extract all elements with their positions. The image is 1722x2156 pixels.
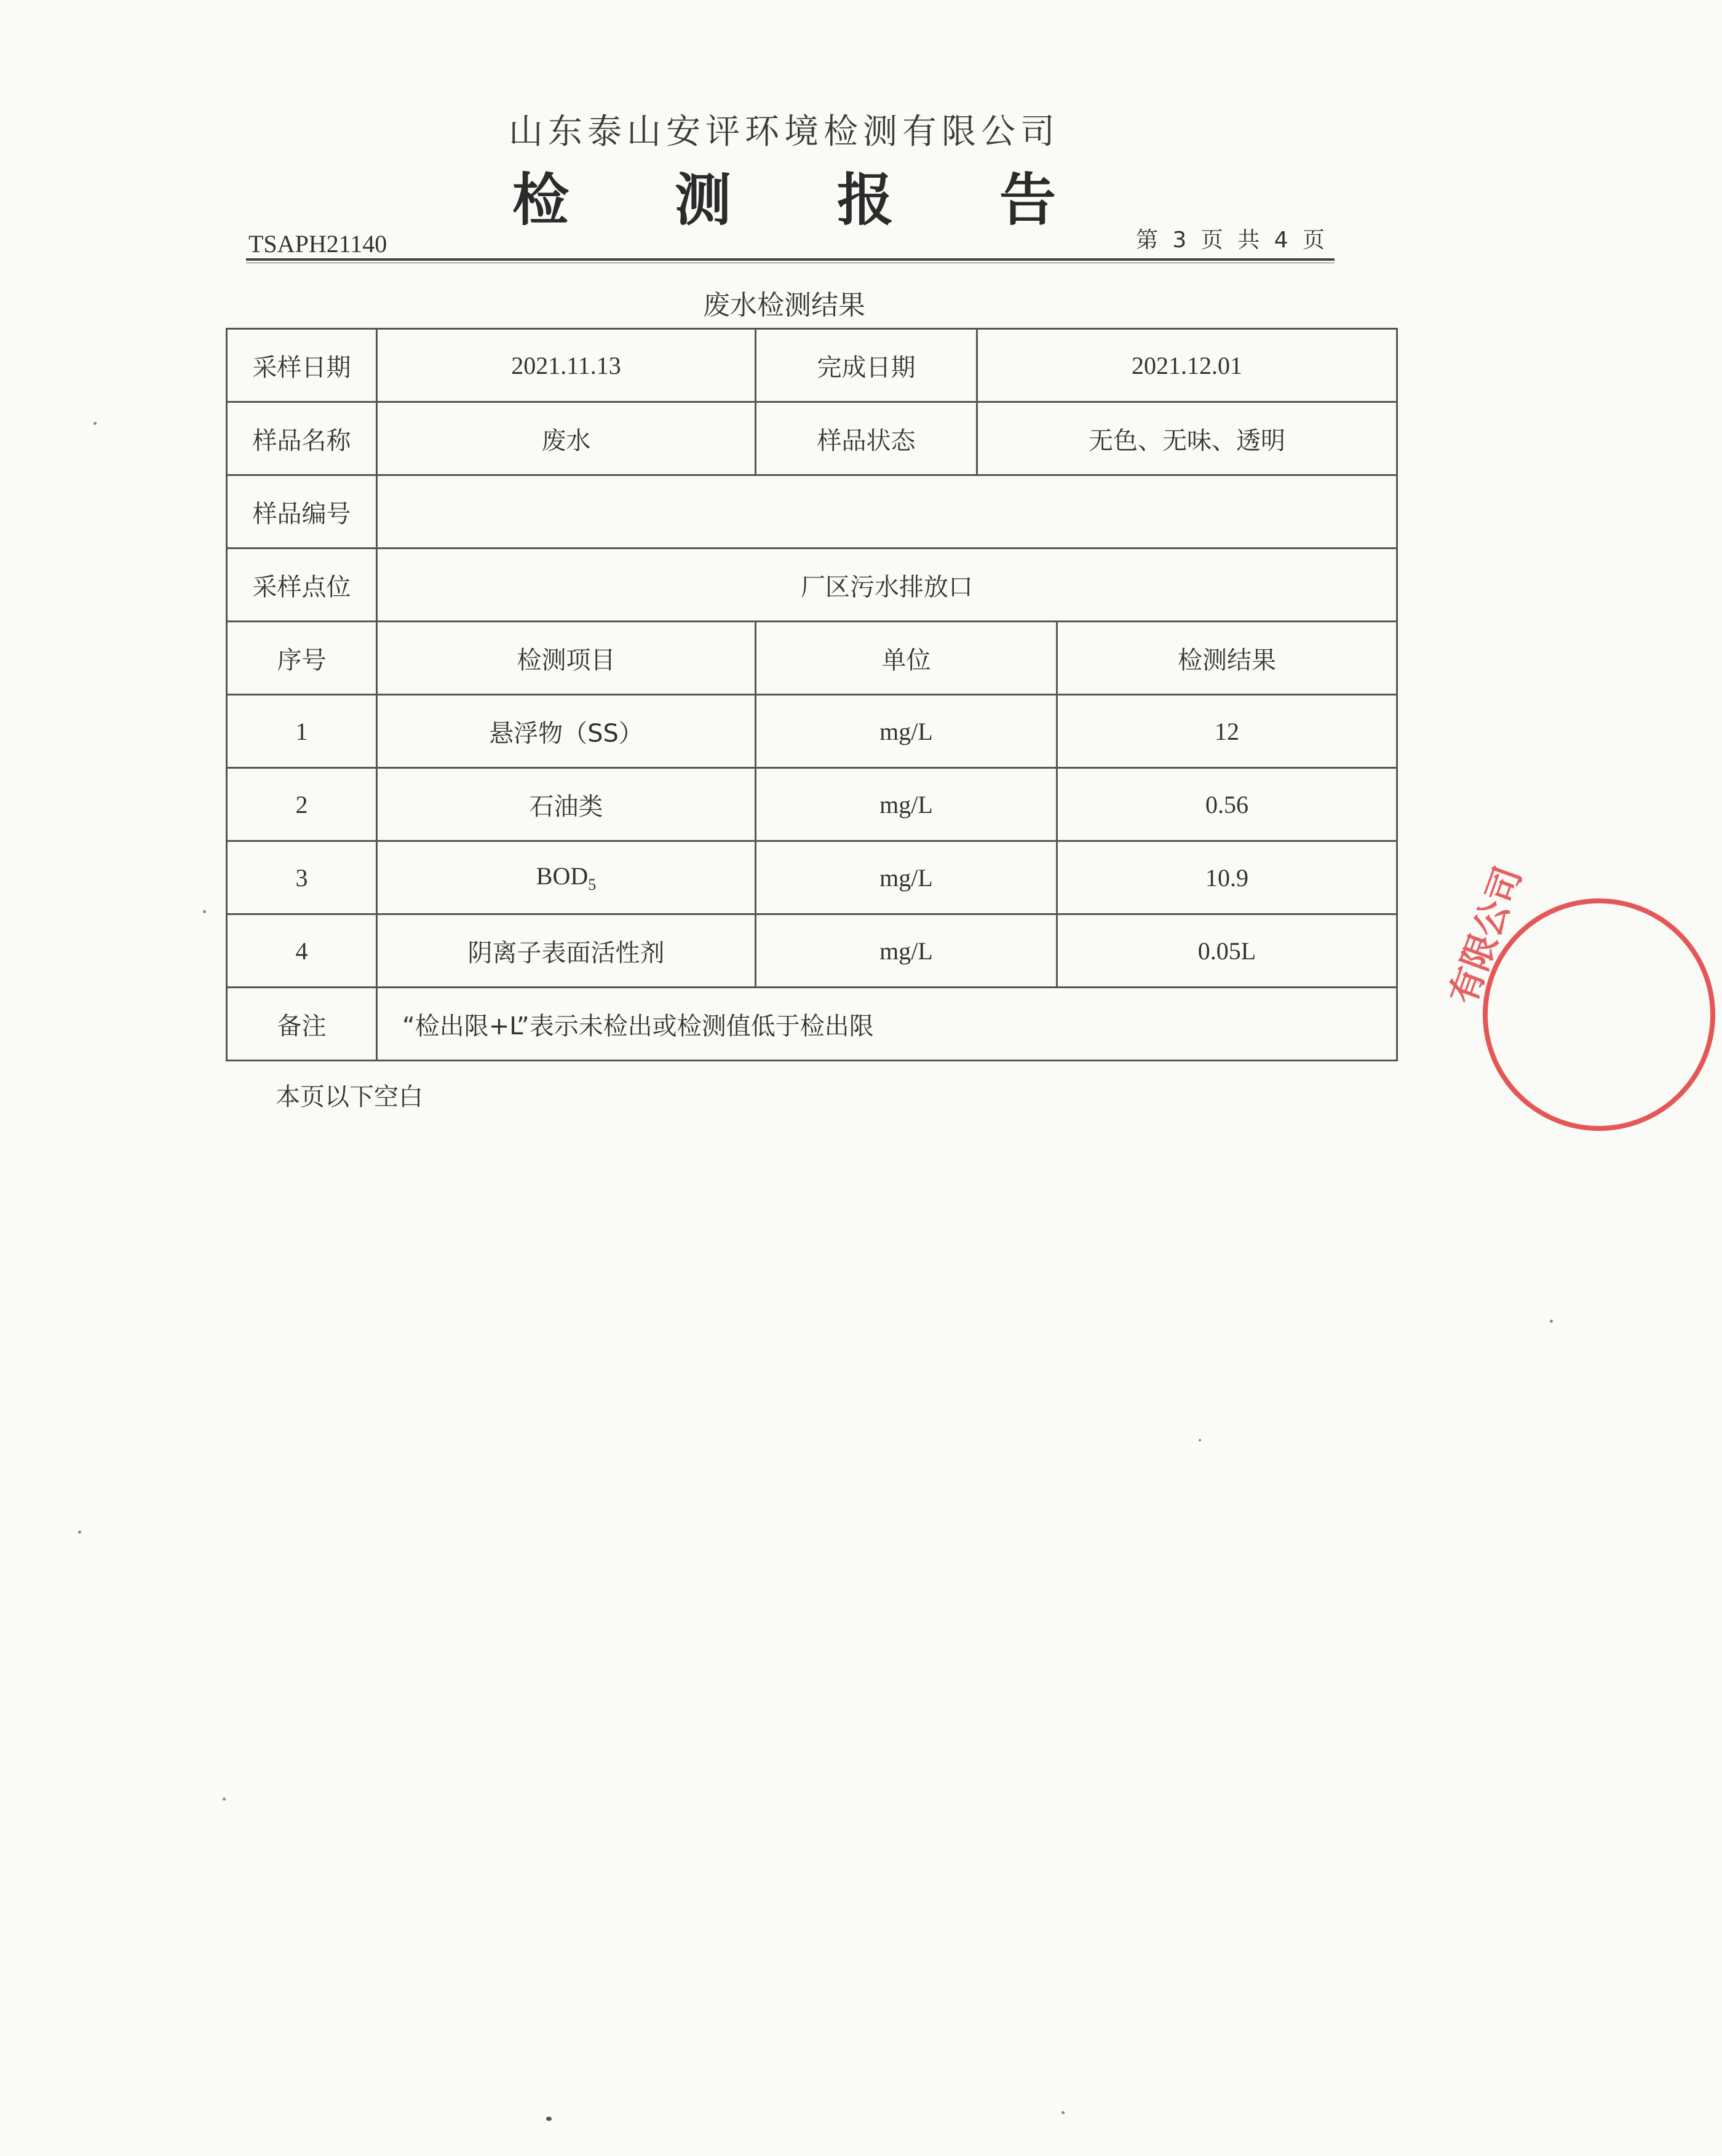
result-table [226, 328, 1398, 1061]
remark-label: 备注 [227, 988, 377, 1061]
row-item-main: BOD [536, 862, 589, 890]
row-result: 0.05L [1057, 914, 1397, 988]
report-title: 检 测 报 告 [512, 167, 1100, 233]
column-header-unit: 单位 [756, 622, 1057, 695]
row-unit: mg/L [756, 841, 1057, 914]
company-seal-stamp [1441, 861, 1722, 1138]
row-no: 3 [227, 841, 377, 914]
row-item: 悬浮物（SS） [377, 695, 756, 768]
remark-text: “检出限+L”表示未检出或检测值低于检出限 [377, 988, 1397, 1061]
company-name: 山东泰山安评环境检测有限公司 [509, 112, 1060, 152]
scan-speck [1550, 1320, 1553, 1323]
info-row-sample-no [227, 475, 1397, 549]
row-no: 2 [227, 768, 377, 841]
info-row-sample [227, 402, 1397, 475]
sample-state-label: 样品状态 [756, 402, 977, 475]
sampling-date-value: 2021.11.13 [377, 329, 756, 402]
row-unit: mg/L [756, 768, 1057, 841]
scan-speck [93, 422, 97, 425]
info-row-point [227, 549, 1397, 622]
sampling-point-value: 厂区污水排放口 [377, 549, 1397, 622]
sampling-point-label: 采样点位 [227, 549, 377, 622]
page-indicator: 第 3 页 共 4 页 [1135, 228, 1328, 253]
row-result: 12 [1057, 695, 1397, 768]
scan-speck [223, 1797, 226, 1801]
row-no: 4 [227, 914, 377, 988]
row-item: 石油类 [377, 768, 756, 841]
sample-no-label: 样品编号 [227, 475, 377, 549]
sample-name-value: 废水 [377, 402, 756, 475]
sample-state-value: 无色、无味、透明 [977, 402, 1397, 475]
sample-name-label: 样品名称 [227, 402, 377, 475]
table-row [227, 841, 1397, 914]
row-item [377, 841, 756, 914]
scan-speck [1061, 2111, 1065, 2114]
section-title: 废水检测结果 [703, 290, 865, 321]
row-item-subscript: 5 [588, 875, 597, 894]
completion-date-value: 2021.12.01 [977, 329, 1397, 402]
scan-speck [78, 1531, 81, 1534]
row-unit: mg/L [756, 914, 1057, 988]
table-row [227, 695, 1397, 768]
svg-text:有限公司: 有限公司 [1441, 861, 1530, 1010]
row-unit: mg/L [756, 695, 1057, 768]
column-header-no: 序号 [227, 622, 377, 695]
row-result: 0.56 [1057, 768, 1397, 841]
column-header-result: 检测结果 [1057, 622, 1397, 695]
sample-no-value [377, 475, 1397, 549]
sampling-date-label: 采样日期 [227, 329, 377, 402]
row-result: 10.9 [1057, 841, 1397, 914]
scan-speck [203, 910, 206, 913]
column-header-row [227, 622, 1397, 695]
column-header-item: 检测项目 [377, 622, 756, 695]
remark-row [227, 988, 1397, 1061]
table-row [227, 914, 1397, 988]
scan-speck [546, 2117, 552, 2121]
blank-below-note: 本页以下空白 [276, 1083, 423, 1111]
header-rule [246, 258, 1335, 263]
row-no: 1 [227, 695, 377, 768]
row-item: 阴离子表面活性剂 [377, 914, 756, 988]
scan-speck [1199, 1439, 1201, 1441]
report-number: TSAPH21140 [248, 230, 387, 258]
completion-date-label: 完成日期 [756, 329, 977, 402]
table-row [227, 768, 1397, 841]
info-row-dates [227, 329, 1397, 402]
